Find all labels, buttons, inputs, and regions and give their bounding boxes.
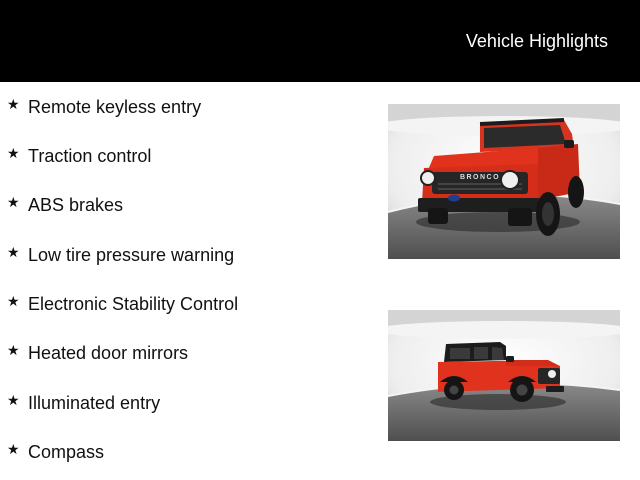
- vehicle-photo-side[interactable]: [388, 310, 620, 441]
- star-icon: ★: [7, 341, 20, 358]
- feature-item: [7, 440, 104, 464]
- feature-item: [7, 144, 151, 168]
- page-title: Vehicle Highlights: [465, 31, 608, 51]
- feature-item: [7, 95, 201, 119]
- header-bar: [0, 0, 640, 82]
- feature-label: Compass: [28, 441, 105, 462]
- feature-label: Remote keyless entry: [28, 96, 202, 117]
- star-icon: ★: [7, 391, 20, 408]
- star-icon: ★: [7, 144, 20, 161]
- feature-label: Illuminated entry: [28, 392, 161, 413]
- vehicle-photo-front[interactable]: [388, 104, 620, 259]
- svg-text:BRONCO: BRONCO: [459, 174, 501, 181]
- feature-item: [7, 341, 188, 365]
- feature-label: Heated door mirrors: [28, 342, 189, 363]
- feature-list: [0, 82, 380, 480]
- star-icon: ★: [7, 292, 20, 309]
- feature-label: Electronic Stability Control: [28, 293, 239, 314]
- feature-item: [7, 292, 238, 316]
- star-icon: ★: [7, 440, 20, 457]
- feature-item: [7, 193, 123, 217]
- feature-label: ABS brakes: [28, 194, 124, 215]
- feature-item: [7, 243, 234, 267]
- feature-label: Low tire pressure warning: [28, 244, 235, 265]
- star-icon: ★: [7, 243, 20, 260]
- star-icon: ★: [7, 95, 20, 112]
- feature-item: [7, 391, 160, 415]
- star-icon: ★: [7, 193, 20, 210]
- feature-label: Traction control: [28, 145, 152, 166]
